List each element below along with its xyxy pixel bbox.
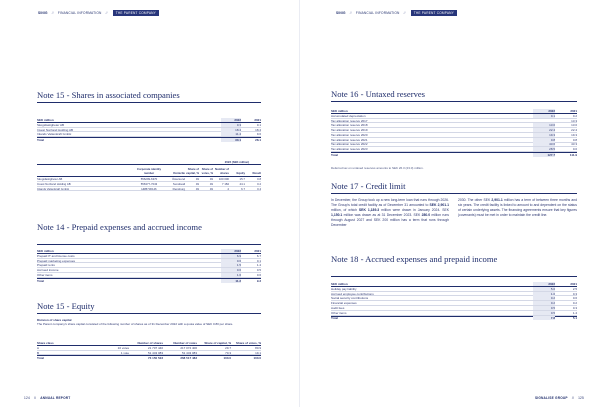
period-label: 2022 (SEK million)	[224, 160, 250, 164]
table-total-row: Total 30.1 28.1	[37, 138, 261, 143]
title-rule	[331, 101, 577, 102]
share-capital-table	[37, 341, 261, 360]
table-total-row: Total 11.2 9.3	[37, 278, 261, 283]
note17-text-col1: In December, the Group took up a new long-term loan that runs through 2026. The Group's total credit facility as of December 31 amounted to SEK 2,901.1 million, of which SEK 1,189.3 million were drawn in January 2024. SEK 1,150.1 million was drawn as at 31 December 2023. SEK 280.0 million runs through August 2027 and SEK 200 million has a term that runs through December	[331, 198, 450, 228]
title-rule	[37, 102, 261, 103]
table-header-row: SEK million 2022 2021	[37, 117, 261, 122]
brand-name: SINIG	[38, 10, 48, 15]
table-total-row: Total 73 150 523 268 517 483 100.0 100.0	[37, 356, 261, 361]
table-row: Other items 1.6 0.6	[37, 272, 261, 277]
table-row: Prepaid IT and license costs 6.9 6.7	[37, 253, 261, 258]
page-number: 124	[24, 396, 30, 400]
table-row: Tax allocation reserve 2020 19.3 19.3	[331, 132, 577, 137]
table-row: Financial expenses 0.2 0.2	[331, 301, 577, 306]
table-row: Invest Norrland Holding AB 18.4 18.4	[37, 127, 261, 132]
note14-title: Note 14 - Prepaid expenses and accrued income	[37, 222, 202, 232]
section-name: FINANCIAL INFORMATION	[355, 10, 400, 15]
table-row: Skogsfastigheter AB 556299-6370 Östersund 49 49 100 000 15.7 0.8	[37, 176, 261, 181]
table-header-row: Corporate identity number Domicile Share of capital, % Share of votes, % Number of shares Equity Result	[37, 165, 261, 177]
note18-table	[331, 282, 577, 320]
page-footer-left: 124 // ANNUAL REPORT	[24, 396, 71, 400]
note16-title: Note 16 - Untaxed reserves	[331, 89, 426, 99]
note15a-title: Note 15 - Shares in associated companies	[37, 90, 180, 100]
table-header-row: SEK million 2022 2021	[37, 248, 261, 253]
table-row: Social security contributions 0.2 0.6	[331, 296, 577, 301]
page-header: SINIG // FINANCIAL INFORMATION // THE PARENT COMPANY	[336, 9, 457, 16]
table-row: Invest Norrland Holding AB 556377-7043 Sundsvall 49 49 7 182 44.1 0.2	[37, 181, 261, 186]
section-tag: THE PARENT COMPANY	[411, 10, 457, 16]
note14-table	[37, 249, 261, 283]
share-capital-intro: Division of share capital The Parent company's share capital consisted of the following number of shares as of 31 December 2022 with a quota value of SEK 0.80 per share.	[37, 318, 234, 326]
note16-table	[331, 109, 577, 157]
note18-title: Note 18 - Accrued expenses and prepaid income	[331, 254, 498, 264]
title-rule	[331, 193, 577, 194]
table-header-row: SEK million 2022 2021	[331, 281, 577, 286]
table-total-row: Total 127.7 111.9	[331, 153, 577, 158]
table-row: A 10 votes 21 707 440 217 074 400 29.7 80.9	[37, 345, 261, 350]
table-row: Inlands Vattenkraft GmbH HRB730146 Flensburg 49 49 2 6.7 0.4	[37, 186, 261, 191]
table-row: Tax allocation reserve 2018 13.0 13.0	[331, 123, 577, 128]
section-name: FINANCIAL INFORMATION	[57, 10, 102, 15]
table-header-row: Share class Number of shares Number of votes Share of capital, % Share of votes, %	[37, 340, 261, 345]
table-row: Accumulated depreciation 0.1 0.2	[331, 113, 577, 118]
note17-text-col2: 2030. The other SEK 2,901.1 million has a term of between three months and six years. The credit facility is linked to amount to and dependent on the status of certain underlying assets. The financing agreements ensure that key figures (covenants) must be met in order to maintain the credit line.	[458, 198, 577, 218]
table-row: Skogsfastigheter AB 0.3 0.1	[37, 122, 261, 127]
section-tag: THE PARENT COMPANY	[113, 10, 159, 16]
table-row: Tax allocation reserve 2017 13.3	[331, 118, 577, 123]
table-row: Tax allocation reserve 2023 28.5 0.0	[331, 147, 577, 152]
table-row: Holiday pay liability 5.0 2.5	[331, 286, 577, 291]
table-row: B 1 vote 51 443 083 51 443 083 70.3 19.1	[37, 350, 261, 355]
note15a-table	[37, 118, 261, 142]
table-row: Prepaid marketing expenses 0.6 0.1	[37, 258, 261, 263]
table-row: Tax allocation reserve 2019 22.4 22.4	[331, 128, 577, 133]
associates-detail-table	[37, 160, 261, 191]
page-header: SINIG // FINANCIAL INFORMATION // THE PARENT COMPANY	[38, 9, 159, 16]
note15c-title: Note 15 - Equity	[37, 301, 95, 311]
table-total-row: Total 7.8 5.1	[331, 316, 577, 321]
table-row: Prepaid rents 1.5 1.4	[37, 263, 261, 268]
title-rule	[331, 276, 577, 277]
brand-name: SINIG	[336, 10, 346, 15]
title-rule	[37, 313, 261, 314]
table-row: Audit fees 0.5 0.3	[331, 305, 577, 310]
page-number: 125	[578, 396, 584, 400]
page-footer-right: SIGNALISE GROUP // 125	[534, 396, 584, 400]
note17-title: Note 17 - Credit limit	[331, 181, 406, 191]
table-header-row: SEK million 2022 2021	[331, 108, 577, 113]
table-row: Tax allocation reserve 2022 43.6 43.3	[331, 142, 577, 147]
table-row: Tax allocation reserve 2021 0.8 0.8	[331, 137, 577, 142]
table-row: Accrued income 0.6 0.5	[37, 268, 261, 273]
right-page	[300, 0, 600, 407]
table-row: Accrued employee contributions 1.0 0.3	[331, 291, 577, 296]
title-rule	[37, 244, 261, 245]
table-row: Inlands Vattenkraft GmbH 11.4 9.6	[37, 132, 261, 137]
note16-caption: Deferred tax on untaxed reserves amounts to SEK 26.3 (23.0) million.	[331, 166, 424, 170]
table-row: Other items 0.5 1.4	[331, 310, 577, 315]
